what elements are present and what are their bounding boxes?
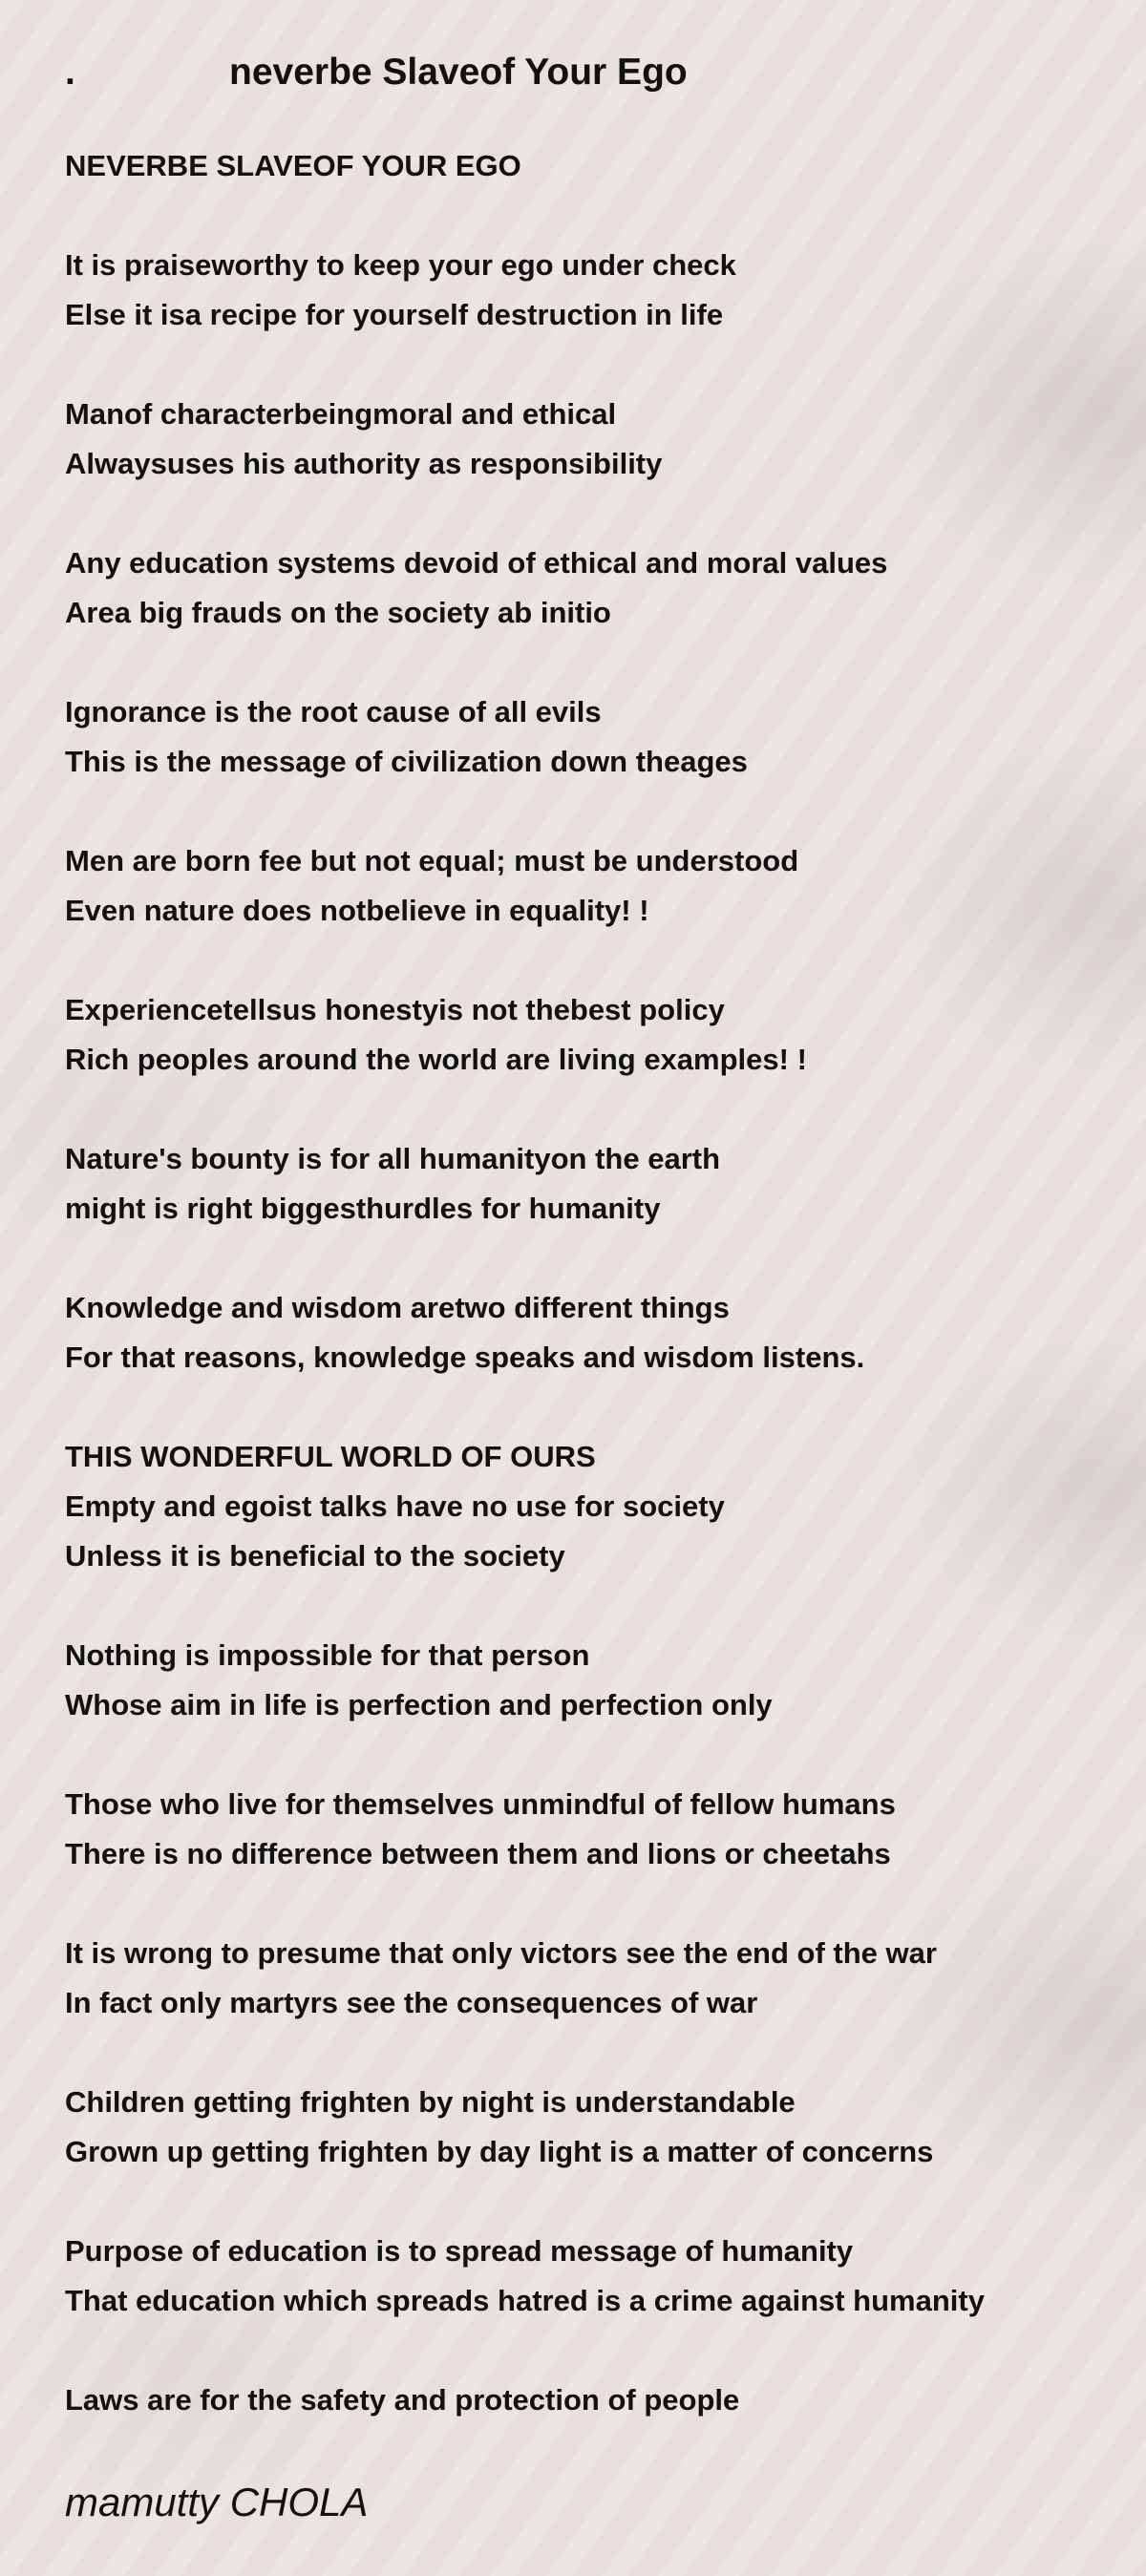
poem-author: mamutty CHOLA (65, 2480, 369, 2524)
title-dot: . (65, 52, 75, 93)
poem-body: NEVERBE SLAVEOF YOUR EGO It is praiseworthy to keep your ego under check Else it isa recipe for yourself destruction in life Manof characterbeingmoral and ethical Alwaysuses his authority as responsibility Any education systems devoid of ethical and moral values Area big frauds on the society ab initio Ignorance is the root cause of all evils This is the message of civilization down theages Men are born fee but not equal; must be understood Even nature does notbelieve in equality! ! Experiencetellsus honestyis not thebest policy Rich peoples around the world are living examples! ! Nature's bounty is for all humanityon the earth might is right biggesthurdles for humanity Knowledge and wisdom aretwo different things For that reasons, knowledge speaks and wisdom listens. THIS WONDERFUL WORLD OF OURS Empty and egoist talks have no use for society Unless it is beneficial to the society Nothing is impossible for that person Whose aim in life is perfection and perfection only Those who live for themselves unmindful of fellow humans There is no difference between them and lions or cheetahs It is wrong to presume that only victors see the end of the war In fact only martyrs see the consequences of war Children getting frighten by night is understandable Grown up getting frighten by day light is a matter of concerns Purpose of education is to spread message of humanity That education which spreads hatred is a crime against humanity Laws are for the safety and protection of people (65, 149, 985, 2417)
poem-title-text: neverbe Slaveof Your Ego (229, 52, 688, 93)
poem-title (65, 48, 688, 97)
